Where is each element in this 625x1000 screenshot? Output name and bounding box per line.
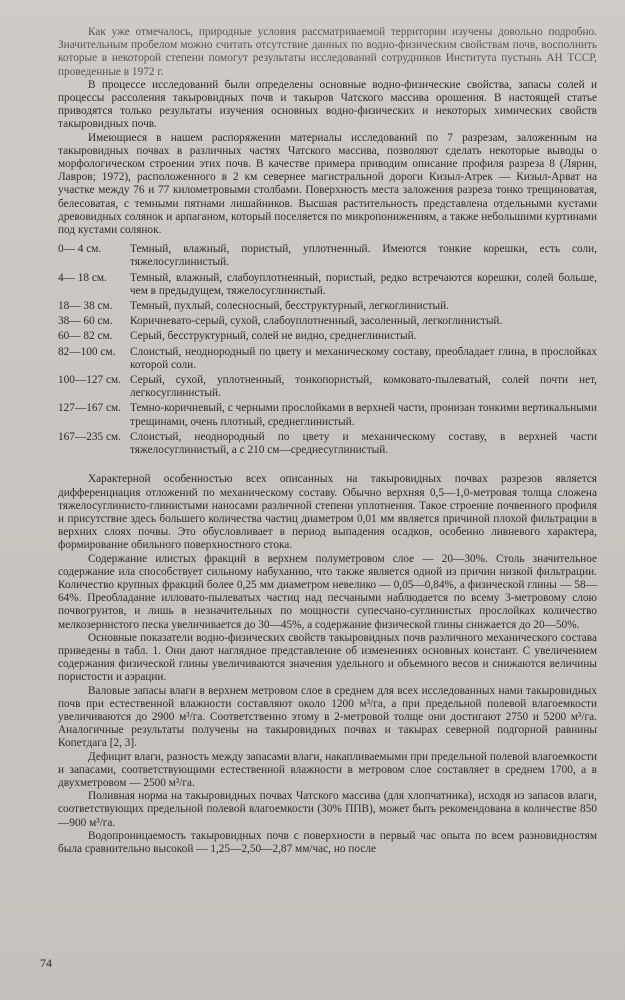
body-paragraph-3: Основные показатели водно-физических свойств такыровидных почв различного механического состава приведены в табл. 1. Они дают наглядное представление об изменениях основных констант. С увеличением содержания физической глины увеличиваются значения удельного и объемного весов и снижаются величины пористости и аэрации.: [58, 631, 597, 684]
body-paragraph-7: Водопроницаемость такыровидных почв с поверхности в первый час опыта по всем разновидностям была сравнительно высокой — 1,25—2,50—2,87 мм/час, но после: [58, 829, 597, 855]
profile-horizon: [58, 300, 597, 313]
profile-horizon: [58, 243, 597, 269]
body-paragraph-2: Содержание илистых фракций в верхнем полуметровом слое — 20—30%. Столь значительное содержание ила способствует сильному набуханию, что также является одной из причин низкой фильтрации. Количество крупных фракций более 0,25 мм диаметром невелико — 0,05—0,84%, а физической глины — 58—64%. Преобладание илловато-пылеватых частиц над песчаными наблюдается по всему 3-метровому слою почвогрунтов, и лишь в незначительных по мощности супесчано-суглинистых прослойках количество мелкозернистого песка увеличивается до 30—45%, а содержание физической глины снижается до 20—50%.: [58, 552, 597, 631]
body-paragraph-6: Поливная норма на такыровидных почвах Чатского массива (для хлопчатника), исходя из запасов влаги, соответствующих предельной полевой влагоемкости (30% ППВ), может быть рекомендована в количестве 850—900 м³/га.: [58, 790, 597, 829]
horizon-depth: 18— 38 см.: [58, 300, 113, 313]
profile-horizon: [58, 431, 597, 457]
horizon-description: Темный, влажный, слабоуплотненный, пористый, редко встречаются корешки, солей больше, чем в предыдущем, тяжелосуглинистый.: [130, 271, 597, 297]
body-paragraph-5: Дефицит влаги, разность между запасами влаги, накапливаемыми при предельной полевой влагоемкости и запасами, соответствующими естественной влажности в метровом слое составляет в среднем 1700, а в двухметровом — 2500 м³/га.: [58, 750, 597, 789]
profile-horizon: [58, 330, 597, 343]
horizon-depth: 0— 4 см.: [58, 243, 102, 256]
horizon-description: Серый, бесструктурный, солей не видно, среднеглинистый.: [130, 330, 417, 343]
horizon-depth: 38— 60 см.: [58, 315, 113, 328]
intro-paragraph-1: Как уже отмечалось, природные условия рассматриваемой территории изучены довольно подробно. Значительным пробелом можно считать отсутствие данных по водно-физическим свойствам почв, восполнить которые в некоторой степени помогут результаты исследований сотрудников Института пустынь АН ТССР, проведенные в 1972 г.: [58, 26, 597, 78]
horizon-description: Слоистый, неоднородный по цвету и механическому составу, преобладает глина, в прослойках которой соли.: [130, 345, 597, 371]
horizon-description: Темно-коричневый, с черными прослойками в верхней части, пронизан тонкими вертикальными трещинами, очень плотный, среднеглинистый.: [130, 402, 597, 428]
horizon-description: Темный, пухлый, солесносный, бесструктурный, легкоглинистый.: [130, 300, 449, 313]
horizon-depth: 60— 82 см.: [58, 330, 113, 343]
profile-horizon: [58, 402, 597, 428]
profile-horizon: [58, 374, 597, 400]
body-paragraph-4: Валовые запасы влаги в верхнем метровом слое в среднем для всех исследованных нами такыровидных почв при естественной влажности составляют около 1200 м³/га, а при предельной полевой влагоемкости увеличиваются до 2900 м³/га. Соответственно этому в 2-метровой толще они достигают 2750 и 5200 м³/га. Аналогичные результаты получены на такыровидных почвах и такырах северной подгорной равнины Копетдага [2, 3].: [58, 684, 597, 750]
page-number: 74: [40, 956, 52, 970]
intro-paragraph-2: В процессе исследований были определены основные водно-физические свойства, запасы солей и процессы рассоления такыровидных почв и такыров Чатского массива орошения. В настоящей статье приводятся только результаты изучения основных водно-физических и некоторых химических свойств такыровидных почв.: [58, 78, 597, 131]
horizon-depth: 4— 18 см.: [58, 271, 107, 284]
horizon-depth: 127—167 см.: [58, 402, 121, 415]
horizon-depth: 100—127 см.: [58, 374, 121, 387]
horizon-description: Слоистый, неоднородный по цвету и механическому составу, в верхней части тяжелосуглинистый, а с 210 см—среднесуглинистый.: [130, 430, 597, 457]
profile-horizon: [58, 315, 597, 328]
profile-horizon: [58, 346, 597, 372]
profile-horizon: [58, 272, 597, 298]
horizon-description: Серый, сухой, уплотненный, тонкопористый, комковато-пылеватый, солей почти нет, легкосуглинистый.: [130, 374, 597, 400]
body-paragraph-1: Характерной особенностью всех описанных на такыровидных почвах разрезов является дифференциация отложений по механическому составу. Обычно верхняя 0,5—1,0-метровая толща сложена тяжелосуглинисто-глинистыми наносами различной степени уплотнения. Такое строение почвенного профиля и присутствие здесь большего количества частиц диаметром 0,01 мм является причиной плохой фильтрации в верхних слоях почвы. Это обусловливает в период выпадения осадков, особенно ливневого характера, формирование обильного поверхностного стока.: [58, 473, 597, 552]
horizon-description: Коричневато-серый, сухой, слабоуплотненный, засоленный, легкоглинистый.: [130, 315, 503, 328]
soil-profile-list: [58, 243, 597, 457]
horizon-depth: 167—235 см.: [58, 430, 121, 443]
horizon-depth: 82—100 см.: [58, 345, 116, 358]
intro-paragraph-3: Имеющиеся в нашем распоряжении материалы исследований по 7 разрезам, заложенным на такыровидных почвах в различных частях Чатского массива, позволяют сделать некоторые выводы о морфологическом строении этих почв. В качестве примера приводим описание профиля разреза 8 (Лярин, Лавров; 1972), расположенного в 2 км севернее магистральной дороги Кизыл-Атрек — Кизыл-Арват на участке между 76 и 77 километровыми столбами. Поверхность места заложения разреза тонко трещиноватая, белесоватая, с темными пятнами лишайников. Высшая растительность представлена отдельными кустами древовидных солянок и арпаганом, который поселяется по микропонижениям, а также небольшими куртинами под кустами солянок.: [58, 131, 597, 237]
horizon-description: Темный, влажный, пористый, уплотненный. Имеются тонкие корешки, есть соли, тяжелосуглинистый.: [130, 243, 597, 269]
